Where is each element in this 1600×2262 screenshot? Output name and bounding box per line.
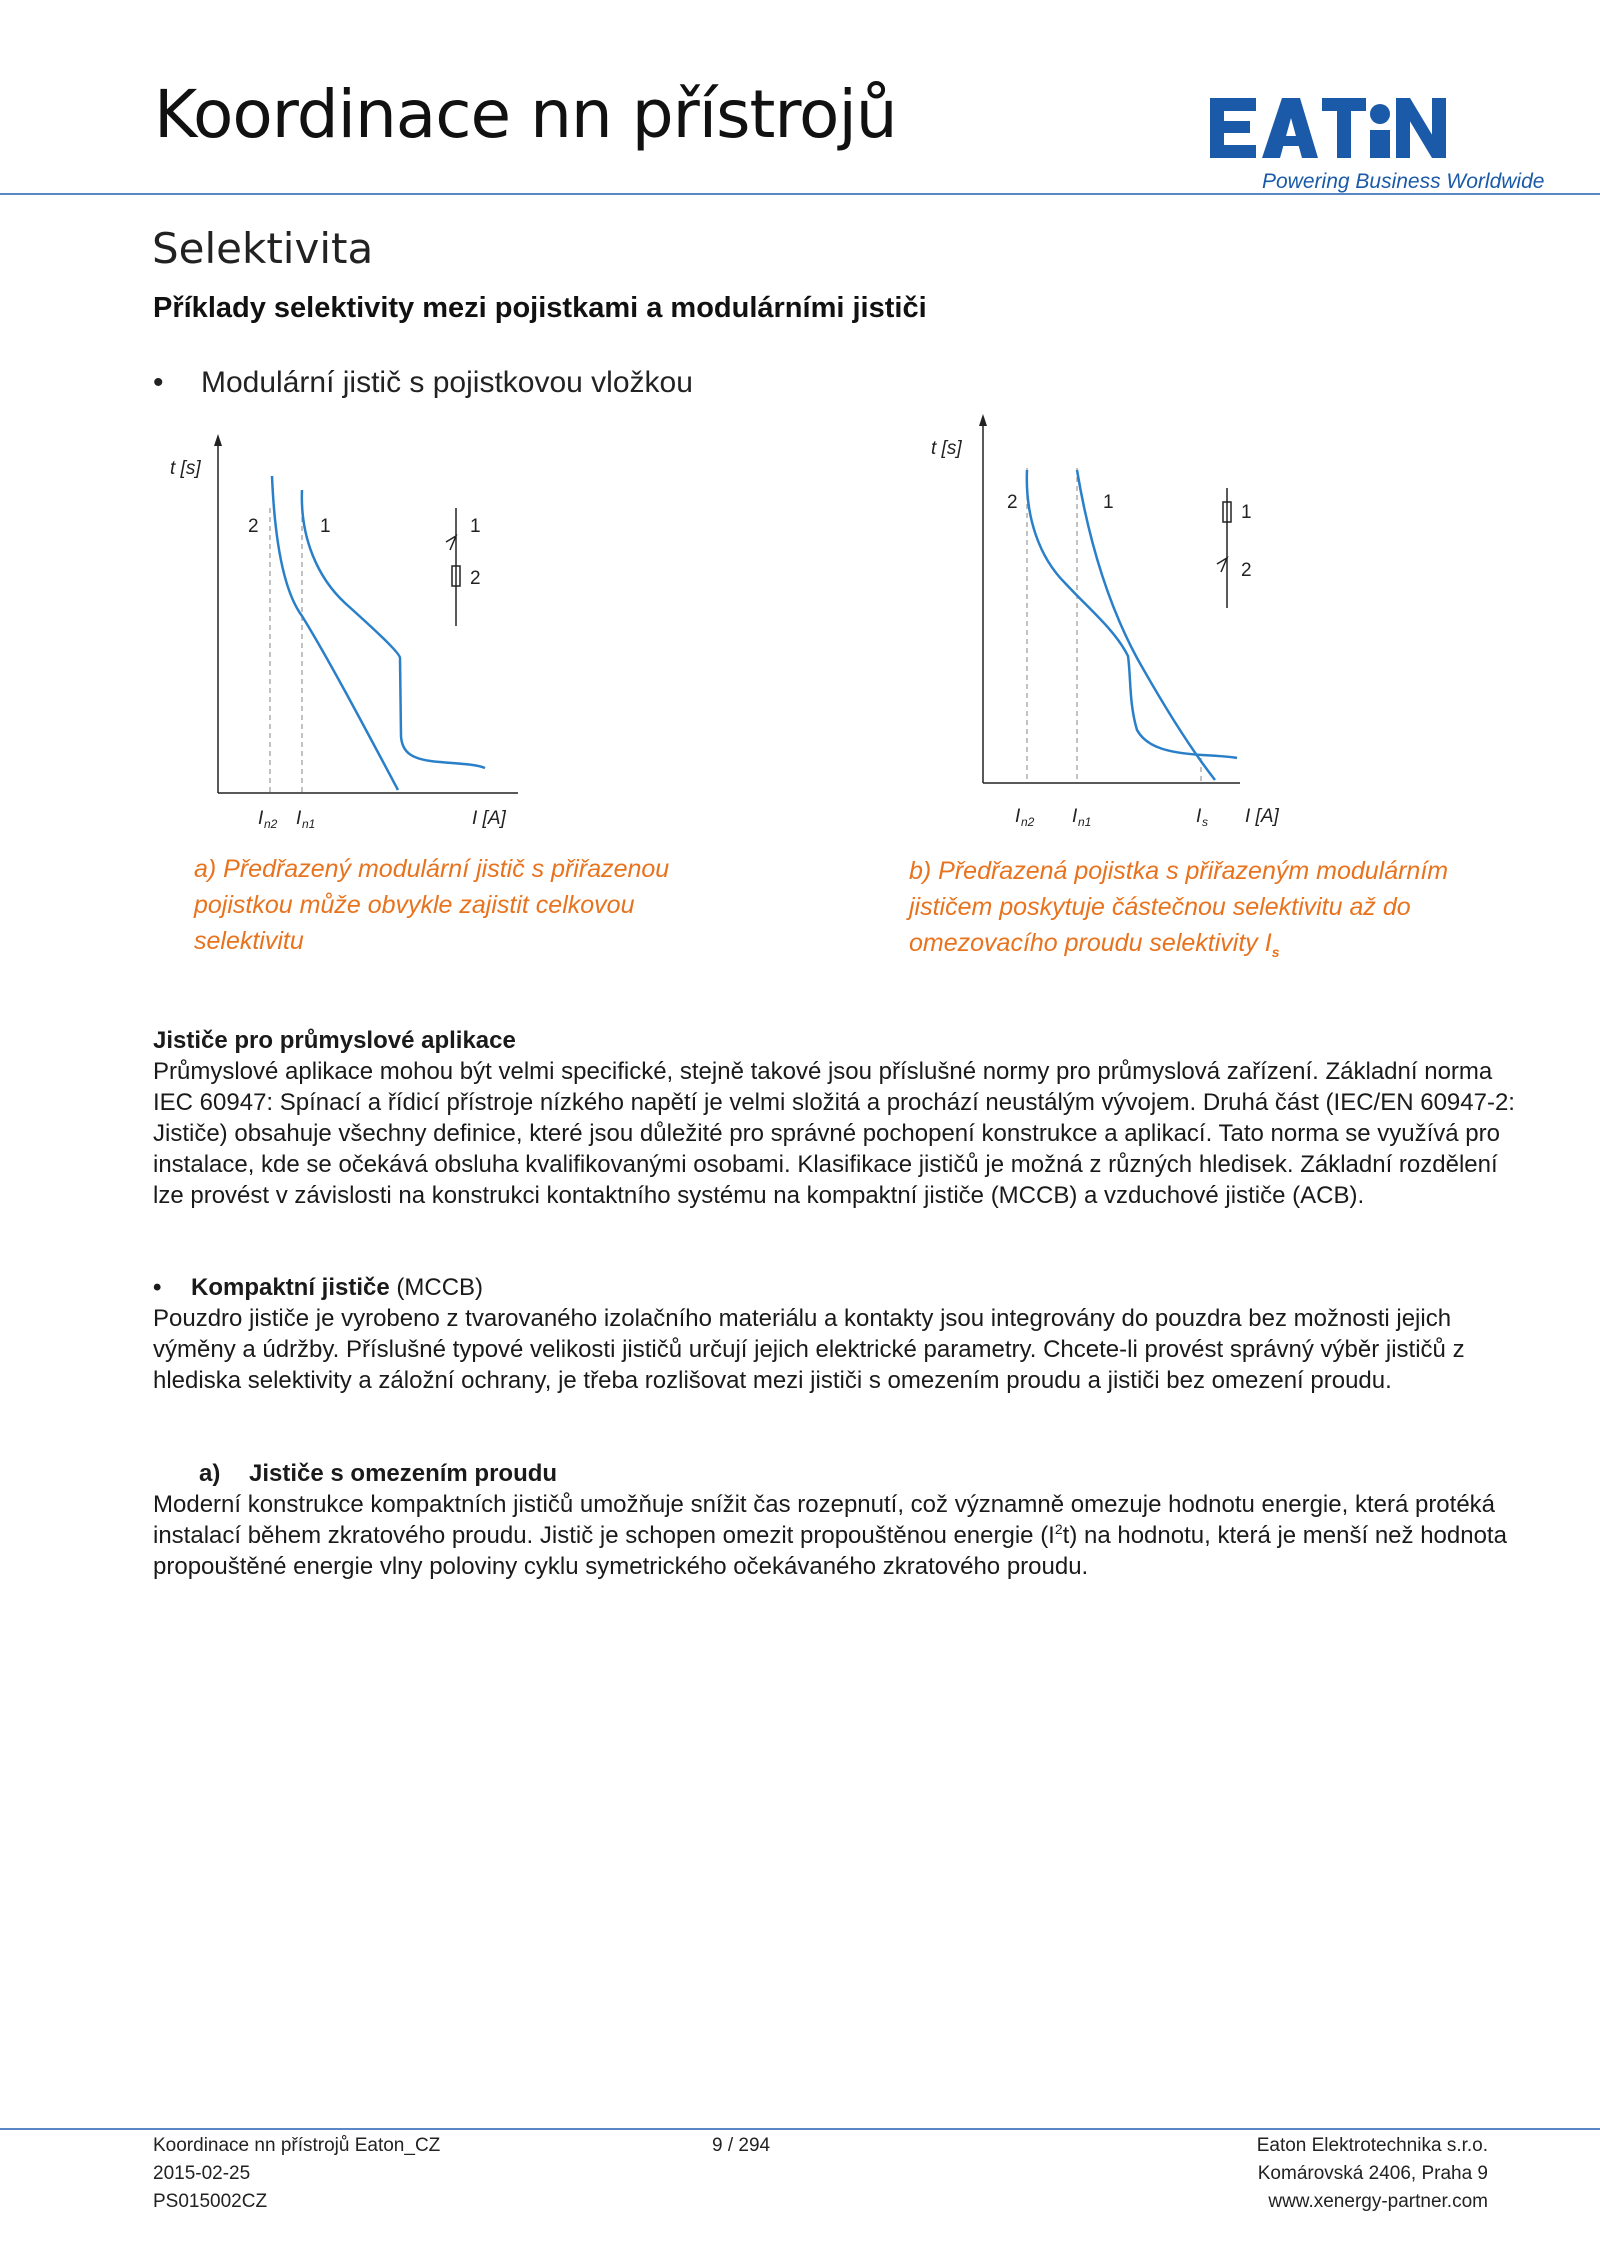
footer-website: www.xenergy-partner.com	[1268, 2191, 1488, 2212]
y-axis-arrow	[979, 414, 987, 426]
y-axis-label: t [s]	[170, 458, 201, 479]
industrial-heading: Jističe pro průmyslové aplikace	[153, 1027, 516, 1054]
symbol-label-2: 2	[470, 568, 481, 589]
footer-address: Komárovská 2406, Praha 9	[1257, 2163, 1488, 2184]
footer-company: Eaton Elektrotechnika s.r.o.	[1256, 2135, 1488, 2156]
limiting-section	[153, 1458, 1533, 1582]
tick-in2: I	[1015, 806, 1021, 827]
limiting-letter: a)	[199, 1460, 221, 1487]
compact-body: Pouzdro jističe je vyrobeno z tvarovaného izolačního materiálu a kontakty jsou integrovány do pouzdra bez možnosti jejich výměny a údržby. Příslušné typové velikosti jističů určují jejich elektrické parametry. Chcete-li provést správný výběr jističů z hlediska selektivity a záložní ochrany, je třeba rozlišovat mezi jističi s omezením proudu a jističi bez omezení proudu.	[153, 1305, 1465, 1394]
curve-label-1: 1	[320, 516, 331, 537]
bullet-item	[153, 366, 693, 400]
limiting-body-sup: 2	[1054, 1521, 1063, 1537]
limiting-body-1: Moderní konstrukce kompaktních jističů umožňuje snížit čas rozepnutí, což významně omezuje hodnotu energie, která protéká instalací během zkratového proudu. Jistič je schopen omezit propouštěnou energie (I	[153, 1491, 1496, 1549]
curve-label-2: 2	[1007, 492, 1018, 513]
footer-right	[1200, 2132, 1488, 2216]
limiting-heading-line	[153, 1458, 1533, 1489]
compact-bullet: •	[153, 1274, 162, 1301]
tick-is-sub: s	[1202, 815, 1208, 829]
curve-label-2: 2	[248, 516, 259, 537]
compact-section	[153, 1272, 1533, 1396]
curve-1	[1077, 470, 1215, 780]
symbol-label-1: 1	[1241, 502, 1252, 523]
footer-doc-code: PS015002CZ	[153, 2191, 268, 2212]
curve-label-1: 1	[1103, 492, 1114, 513]
tick-in1: I	[296, 808, 302, 829]
diagram-b	[915, 408, 1335, 838]
footer-date: 2015-02-25	[153, 2163, 251, 2184]
compact-heading-suffix: (MCCB)	[389, 1274, 484, 1301]
tick-in2-sub: n2	[264, 817, 278, 831]
bullet-text: Modulární jistič s pojistkovou vložkou	[201, 366, 693, 399]
caption-b	[909, 853, 1469, 970]
bullet-dot: •	[153, 366, 164, 399]
compact-heading: Kompaktní jističe	[191, 1274, 390, 1301]
eaton-logo	[1210, 92, 1446, 160]
limiting-body-2: t) na hodnotu, která je menší než hodnota propouštěné energie vlny poloviny cyklu symetrického očekávaného zkratového proudu.	[153, 1522, 1507, 1580]
y-axis-label: t [s]	[931, 438, 962, 459]
document-title: Koordinace nn přístrojů	[154, 76, 897, 153]
header-divider	[0, 193, 1600, 195]
tick-is: I	[1196, 806, 1202, 827]
industrial-body: Průmyslové aplikace mohou být velmi specifické, stejně takové jsou příslušné normy pro průmyslová zařízení. Základní norma IEC 60947: Spínací a řídicí přístroje nízkého napětí je velmi složitá a prochází neustálým vývojem. Druhá část (IEC/EN 60947-2: Jističe) obsahuje všechny definice, které jsou důležité pro správné pochopení konstrukce a aplikací. Tato norma se využívá pro instalace, kde se očekává obsluha kvalifikovanými osobami. Klasifikace jističů je možná z různých hledisek. Základní rozdělení lze provést v závislosti na konstrukci kontaktního systému na kompaktní jističe (MCCB) a vzduchové jističe (ACB).	[153, 1058, 1515, 1209]
tick-in1-sub: n1	[1078, 815, 1092, 829]
footer-left	[153, 2132, 440, 2216]
symbol-label-1: 1	[470, 516, 481, 537]
caption-a: a) Předřazený modulární jistič s přiřazenou pojistkou může obvykle zajistit celkovou selektivitu	[194, 855, 670, 955]
circuit-symbol	[1217, 488, 1231, 608]
symbol-label-2: 2	[1241, 560, 1252, 581]
diagram-a	[150, 408, 570, 838]
section-subtitle: Příklady selektivity mezi pojistkami a modulárními jističi	[153, 292, 927, 324]
y-axis-arrow	[214, 434, 222, 446]
tick-in2-sub: n2	[1021, 815, 1035, 829]
x-axis-label: I [A]	[472, 808, 506, 829]
footer-doc-title: Koordinace nn přístrojů Eaton_CZ	[153, 2135, 441, 2156]
limiting-body	[153, 1489, 1533, 1582]
section-title: Selektivita	[152, 224, 374, 273]
logo-tagline: Powering Business Worldwide	[1262, 170, 1545, 193]
footer-divider	[0, 2128, 1600, 2130]
curve-2	[1027, 470, 1237, 758]
caption-b-text: b) Předřazená pojistka s přiřazeným modulárním jističem poskytuje částečnou selektivitu až do omezovacího proudu selektivity I	[909, 857, 1449, 957]
x-axis-label: I [A]	[1245, 806, 1279, 827]
compact-heading-line	[153, 1272, 1533, 1303]
page-number: 9 / 294	[712, 2135, 771, 2156]
industrial-section	[153, 1025, 1533, 1211]
tick-in1-sub: n1	[302, 817, 316, 831]
circuit-symbol	[446, 508, 460, 626]
tick-in1: I	[1072, 806, 1078, 827]
tick-in2: I	[258, 808, 264, 829]
limiting-heading: Jističe s omezením proudu	[249, 1460, 558, 1487]
caption-b-sub: s	[1271, 944, 1280, 960]
